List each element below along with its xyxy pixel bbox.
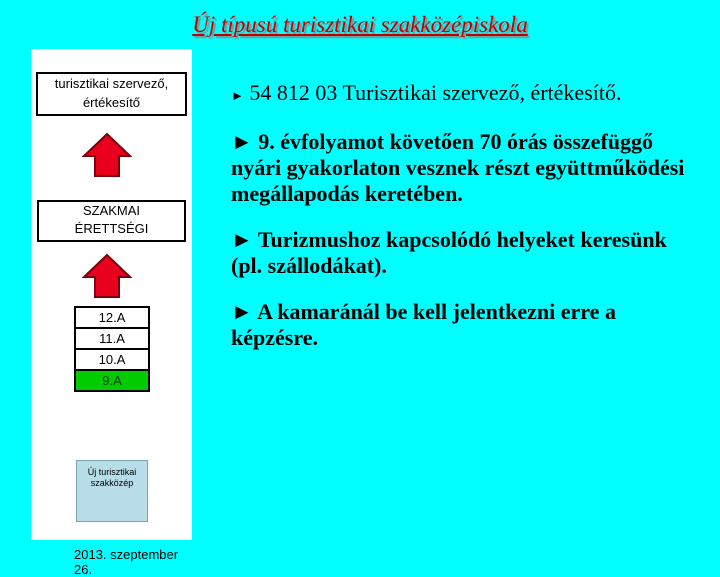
school-thumbnail [76, 460, 148, 522]
grade-12a: 12.A [76, 308, 148, 329]
exam-line-1: SZAKMAI [82, 203, 141, 218]
grade-10a: 10.A [76, 350, 148, 371]
left-panel [31, 49, 192, 577]
bullet-item [231, 129, 701, 207]
bullet-item [231, 80, 701, 109]
bullet-list [231, 80, 701, 371]
bullet-text: A kamaránál be kell jelentkezni erre a képzésre. [231, 299, 616, 350]
bullet-item [231, 227, 701, 279]
bullet-item [231, 299, 701, 351]
grade-9a: 9.A [76, 371, 148, 390]
grade-11a: 11.A [76, 329, 148, 350]
slide-title: Új típusú turisztikai szakközépiskola [192, 12, 528, 37]
bullet-text: 54 812 03 Turisztikai szervező, értékesítő. [243, 80, 622, 105]
exam-line-2: ÉRETTSÉGI [74, 221, 149, 236]
bullet-text: 9. évfolyamot követően 70 órás összefüggő nyári gyakorlaton vesznek részt együttműködési megállapodás keretében. [231, 129, 685, 206]
bullet-marker: ► [231, 88, 244, 103]
bullet-marker: ► [231, 299, 253, 324]
bullet-marker: ► [231, 129, 253, 154]
bullet-marker: ► [231, 227, 253, 252]
date-label: 2013. szeptember 26. [74, 547, 179, 577]
up-arrow-icon [82, 132, 132, 178]
career-line-2: értékesítő [82, 95, 141, 110]
thumbnail-line-1: Új turisztikai [87, 467, 137, 477]
grade-list [74, 306, 150, 392]
up-arrow-icon [82, 253, 132, 299]
bullet-text: Turizmushoz kapcsolódó helyeket keresünk (pl. szállodákat). [231, 227, 667, 278]
thumbnail-line-2: szakközép [90, 478, 134, 488]
career-line-1: turisztikai szervező, [54, 76, 169, 91]
career-box [36, 72, 187, 116]
exam-box [37, 200, 186, 242]
